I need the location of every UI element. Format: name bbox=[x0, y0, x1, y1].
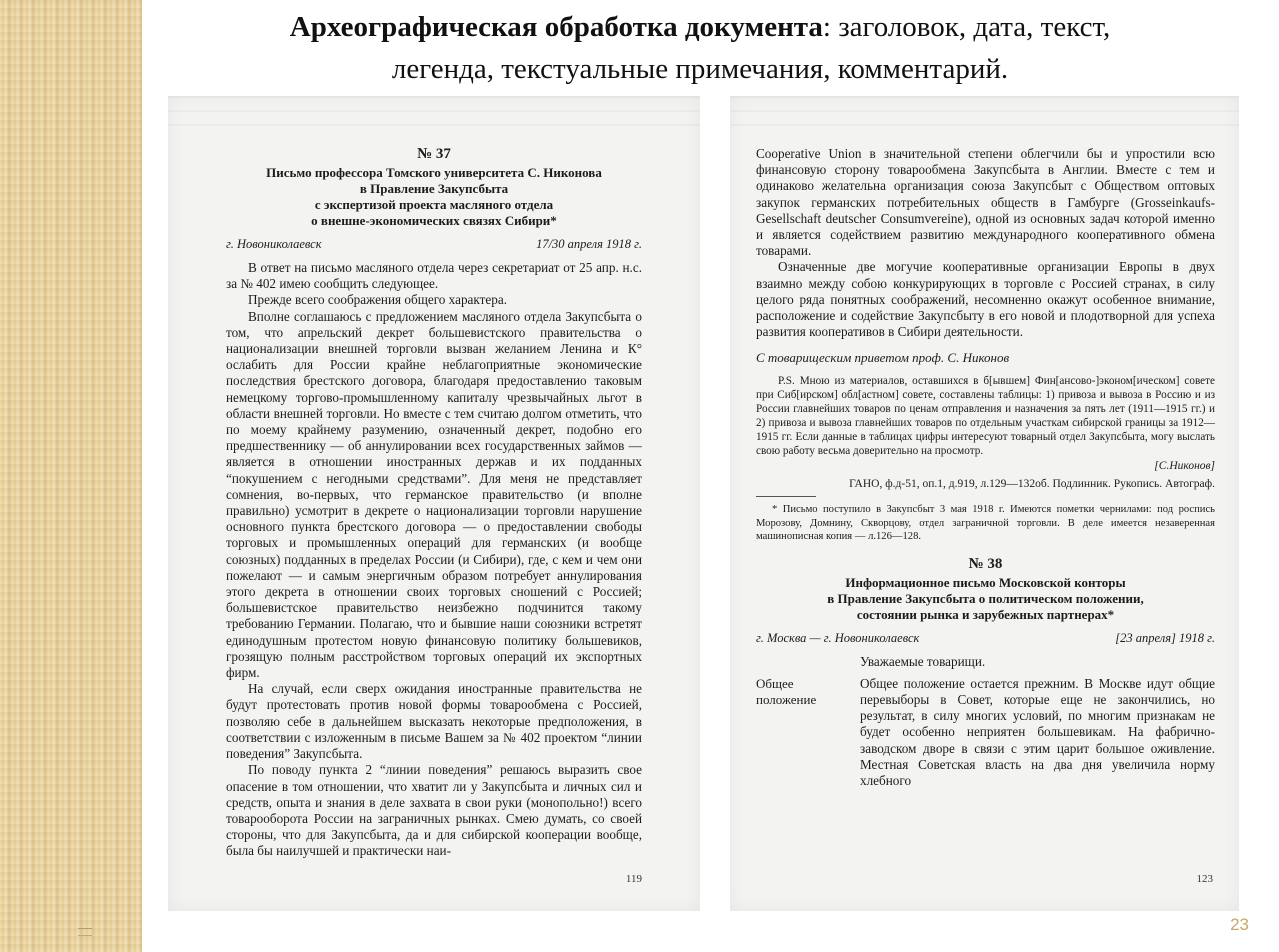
doc-paragraph: В ответ на письмо масляного отдела через секретариат от 25 апр. н.с. за № 402 имею сообщить следующее. bbox=[226, 260, 642, 292]
footnote: * Письмо поступило в Закупсбыт 3 мая 1918 г. Имеются пометки чернилами: под роспись Морозову, Домнину, Скворцову, отдел заграничной торговли. В деле имеется незаверенная машинописная копия — л.126—128. bbox=[756, 504, 1215, 543]
doc-heading-line: состоянии рынка и зарубежных партнерах* bbox=[856, 606, 1115, 622]
scan-page-left bbox=[168, 96, 700, 911]
archive-legend: ГАНО, ф.д-51, оп.1, д.919, л.129—132об. Подлинник. Рукопись. Автограф. bbox=[849, 478, 1215, 491]
doc-paragraph: Означенные две могучие кооперативные организации Европы в двух взаимно между собою конкурирующих в торговле с Россией странах, в силу целого ряда понятных соображений, несомненно окажут особенное внимание, расположение и содействие Закупсбыту в его новой и плодотворной для успеха развития кооперативов в Сибири деятельности. bbox=[756, 259, 1215, 340]
doc-place: г. Москва — г. Новониколаевск bbox=[756, 630, 920, 645]
greeting-row bbox=[756, 654, 1215, 670]
doc-heading-line: в Правление Закупсбыта bbox=[359, 181, 509, 196]
footnote-rule bbox=[756, 496, 816, 497]
doc-paragraph: По поводу пункта 2 “линии поведения” решаюсь выразить свое опасение в том отношении, что хватит ли у Закупсбыта и личных сил и средств, опыта и знания в деле захвата в свои руки (монопольно!) всего товарооборота России на заграничных рынках. Смею думать, со своей стороны, что для Закупсбыта, да и для сибирской кооперации вообще, была бы наилучшей и практически наи- bbox=[226, 762, 642, 859]
doc-date: [23 апреля] 1918 г. bbox=[1115, 630, 1215, 645]
postscript: P.S. Мною из материалов, оставшихся в б[ывшем] Фин[ансово-]эконом[ическом] совете при Сиб[ирском] обл[астном] совете, составлены таблицы: 1) привоза и вывоза в Россию и из России главнейших товаров по ценам отправления и назначения за пять лет (1911—1915 гг.) и 2) привоза и вывоза главнейших товаров по отдельным участкам сибирской границы за 1912—1915 гг. Если данные в таблицах цифры интересуют товарный отдел Закупсбыта, могу выслать свою работу весьма доверительно на просмотр. bbox=[756, 375, 1215, 458]
greeting: Уважаемые товарищи. bbox=[860, 653, 986, 669]
doc-heading bbox=[226, 165, 642, 229]
slide-title-rest: : заголовок, дата, текст, bbox=[822, 11, 1111, 43]
doc-paragraph: Прежде всего соображения общего характера. bbox=[248, 292, 507, 308]
doc-paragraph: На случай, если сверх ожидания иностранные правительства не будут протестовать против новой формы товарообмена с Россией, позволяю себе в дальнейшем высказать некоторые предположения, в соответствии с изложенным в письме Вашем за № 402 проектом “линии поведения” Закупсбыта. bbox=[226, 681, 642, 762]
doc-paragraph: Вполне соглашаюсь с предложением масляного отдела Закупсбыта о том, что апрельский декрет большевистского правительства о национализации внешней торговли вызван желанием Ленина и К° ослабить для России крайне неблагоприятные экономические последствия брестского договора, благодаря предоставленио таковым немецкому торгово-промышленному капиталу чрезвычайных льгот в области внешней торговли. Но вместе с тем считаю долгом отметить, что по моему крайнему разумению, означенный декрет, подобно его предшественнику — об аннулировании всех государственных займов — является в отношении иностранных держав и их подданных “покушением с негодными средствами”. Для меня не представляет сомнения, во-первых, что германское правительство (и вполне правильно) усмотрит в декрете о национализации торговли нарушение основного пункта брестского договора — о предоставлении свободы торговых и промышленных операций для германских (и вообще союзных) подданных в пределах России (и Сибири), где, с кем и чем они пожелают — и самым энергичным образом потребует аннулирования этого декрета в отношении своих торговых сношений с Россией; большевистское правительство неизбежно подчинится такому требованию Германии. Полагаю, что и бывшие наши союзники встретят единодушным протестом новую финансовую политику большевиков, грозящую полным расстройством торговых операций их экспортных фирм. bbox=[226, 308, 642, 681]
doc-heading bbox=[756, 575, 1215, 623]
doc-heading-line: в Правление Закупсбыта о политическом положении, bbox=[827, 590, 1144, 606]
slide-title bbox=[150, 6, 1250, 90]
doc-number: № 38 bbox=[968, 555, 1003, 572]
doc-heading-line: о внешне-экономических связях Сибири* bbox=[311, 213, 557, 228]
decorative-strip bbox=[0, 0, 142, 952]
doc-date: 17/30 апреля 1918 г. bbox=[536, 237, 642, 251]
slide-number: 23 bbox=[1230, 915, 1249, 934]
slide-title-line2: легенда, текстуальные примечания, комментарий. bbox=[391, 53, 1009, 85]
scan-page-right bbox=[730, 96, 1239, 911]
strip-mark bbox=[78, 928, 92, 936]
bleed-through bbox=[730, 96, 1239, 136]
doc-paragraph: Cooperative Union в значительной степени облегчили бы и упростили всю финансовую сторону товарообмена Закупсбыта в Англии. Вместе с тем и одинаково желательна организация союза Закупсбыт с Обществом оптовых закупок германских потребительных обществ в Гамбурге (Grosseinkaufs-Gesellschaft deutscher Consumvereine), одной из основных задач которой именно и является содействием развитию международного кооперативного обмена товарами. bbox=[756, 146, 1215, 259]
body-row bbox=[756, 676, 1215, 789]
doc-place: г. Новониколаевск bbox=[226, 237, 322, 251]
doc-heading-line: с экспертизой проекта масляного отдела bbox=[314, 197, 554, 212]
place-date bbox=[756, 631, 1215, 646]
doc-heading-line: Информационное письмо Московской конторы bbox=[845, 574, 1126, 590]
slide-title-bold: Археографическая обработка документа bbox=[289, 11, 823, 43]
page-number: 123 bbox=[1196, 873, 1213, 885]
bleed-through bbox=[168, 96, 700, 136]
page-number: 119 bbox=[625, 873, 642, 885]
doc-paragraph: Общее положение остается прежним. В Москве идут общие перевыборы в Совет, которые еще не закончились, но результат, в силу многих условий, по многим признакам не будет особенно неприятен большевикам. На фабрично-заводском дворе в связи с этим царит большое оживление. Местная Советская власть на два дня увеличила норму хлебного bbox=[860, 675, 1215, 789]
doc-heading-line: Письмо профессора Томского университета С. Никонова bbox=[266, 165, 602, 180]
doc-number: № 37 bbox=[417, 146, 451, 162]
postscript-signature: [С.Никонов] bbox=[1154, 460, 1215, 473]
signature-line: С товарищеским приветом проф. С. Никонов bbox=[756, 350, 1010, 366]
margin-note: Общее положение bbox=[756, 675, 817, 707]
place-date bbox=[226, 237, 642, 252]
